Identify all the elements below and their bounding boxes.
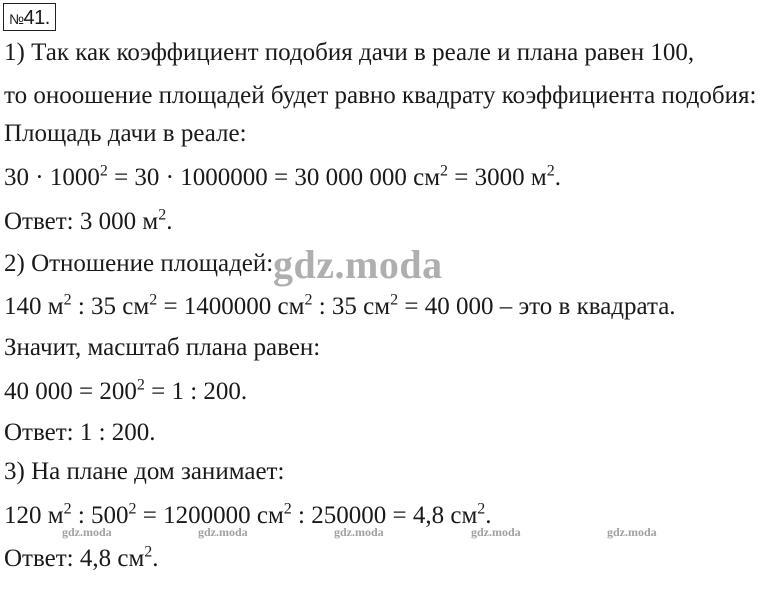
part3-calc-end: . (485, 502, 492, 529)
part3-answer-end: . (152, 545, 159, 572)
part1-answer-exp: 2 (158, 206, 167, 224)
watermark-small: gdz.moda (334, 525, 384, 539)
part2-calc-c: = 1400000 см (157, 293, 305, 320)
part1-calc-a: 30 · 1000 (4, 164, 100, 191)
part1-calculation (4, 163, 561, 193)
part1-line2: то оноошение площадей будет равно квадрату коэффициента подобия: (4, 82, 757, 109)
part2-calc2-b: = 1 : 200. (144, 378, 248, 405)
part1-calc-end: . (554, 164, 561, 191)
watermark-small: gdz.moda (198, 525, 248, 539)
part2-calc-a: 140 м (4, 293, 64, 320)
part1-calc-c: = 3000 м (448, 164, 547, 191)
part2-calc2-exp: 2 (136, 376, 145, 394)
problem-number-badge (3, 3, 56, 31)
part1-answer (4, 207, 172, 237)
part1-calc-a-exp: 2 (99, 162, 108, 180)
part1-calc-c-exp: 2 (546, 162, 555, 180)
part1-calc-b: = 30 · 1000000 = 30 000 000 см (107, 164, 441, 191)
part3-answer-exp: 2 (144, 543, 153, 561)
part2-calc-e: = 40 000 – это в квадрата. (398, 293, 676, 320)
part2-calc-b: : 35 см (71, 293, 150, 320)
part2-calc-c-exp: 2 (304, 291, 313, 309)
part3-calc-b-exp: 2 (128, 500, 137, 518)
part1-line3: Площадь дачи в реале: (4, 120, 247, 147)
part2-calc2-a: 40 000 = 200 (4, 378, 137, 405)
part3-calc-a-exp: 2 (63, 500, 72, 518)
part2-calc-b-exp: 2 (149, 291, 158, 309)
part3-answer-text: Ответ: 4,8 см (4, 545, 145, 572)
part2-scale-calculation (4, 377, 247, 407)
part1-answer-text: Ответ: 3 000 м (4, 208, 159, 235)
part2-answer: Ответ: 1 : 200. (4, 419, 156, 446)
part2-calc-d-exp: 2 (390, 291, 399, 309)
part2-line1: 2) Отношение площадей: (4, 250, 274, 277)
part1-answer-end: . (166, 208, 173, 235)
part1-line1: 1) Так как коэффициент подобия дачи в реале и плана равен 100, (4, 39, 695, 66)
part3-calc-a: 120 м (4, 502, 64, 529)
part2-calc-d: : 35 см (312, 293, 391, 320)
watermark-small: gdz.moda (62, 525, 112, 539)
problem-number: 41. (23, 7, 50, 29)
number-sign: № (9, 11, 24, 27)
watermark-small: gdz.moda (607, 525, 657, 539)
part3-calc-c: = 1200000 см (136, 502, 284, 529)
part3-calc-d-exp: 2 (477, 500, 486, 518)
part3-calc-b: : 500 (71, 502, 129, 529)
part3-line1: 3) На плане дом занимает: (4, 458, 285, 485)
part1-calc-b-exp: 2 (440, 162, 449, 180)
part2-line3: Значит, масштаб плана равен: (4, 334, 321, 361)
part3-calc-c-exp: 2 (283, 500, 292, 518)
part3-answer (4, 544, 159, 574)
part2-calculation (4, 292, 676, 322)
watermark-main: gdz.moda (273, 242, 443, 287)
watermark-small: gdz.moda (471, 525, 521, 539)
part3-calc-d: : 250000 = 4,8 см (291, 502, 478, 529)
part2-calc-a-exp: 2 (63, 291, 72, 309)
